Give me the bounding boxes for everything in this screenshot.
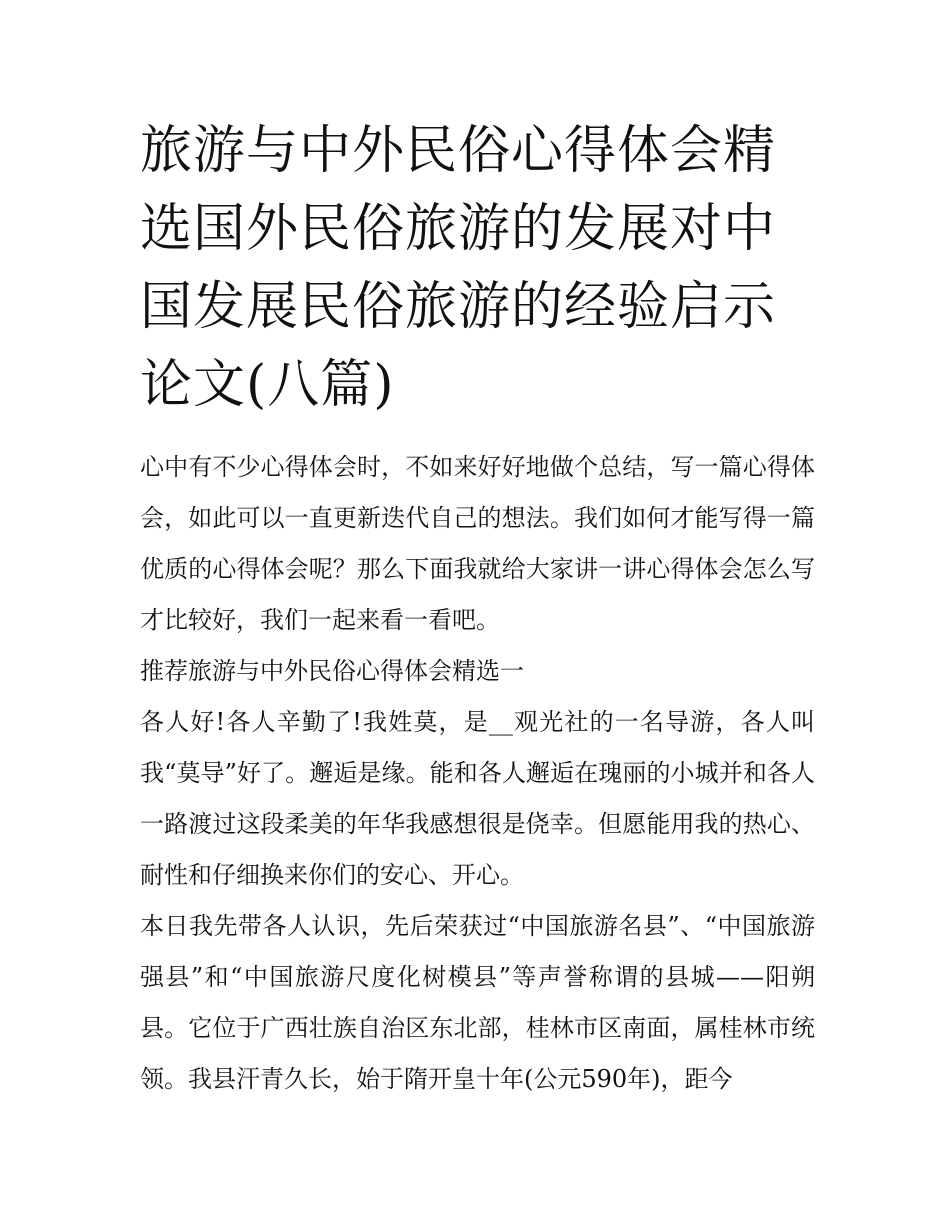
body-paragraph: 各人好!各人辛勤了!我姓莫，是__观光社的一名导游，各人叫我“莫导”好了。邂逅是缘。能和各人邂逅在瑰丽的小城并和各人一路渡过这段柔美的年华我感想很是侥幸。但愿能用我的热心、耐性和仔细换来你们的安心、开心。 [140, 708, 815, 889]
intro-paragraph: 心中有不少心得体会时，不如来好好地做个总结，写一篇心得体会，如此可以一直更新迭代自己的想法。我们如何才能写得一篇优质的心得体会呢？那么下面我就给大家讲一讲心得体会怎么写才比较好，我们一起来看一看吧。 [140, 453, 815, 634]
document-page [140, 112, 815, 1105]
body-paragraph: 本日我先带各人认识，先后荣获过“中国旅游名县”、“中国旅游强县”和“中国旅游尺度化树模县”等声誉称谓的县城——阳朔县。它位于广西壮族自治区东北部，桂林市区南面，属桂林市统领。我县汗青久长，始于隋开皇十年(公元590年)，距今 [140, 912, 815, 1093]
document-title: 旅游与中外民俗心得体会精选国外民俗旅游的发展对中国发展民俗旅游的经验启示论文(八篇) [140, 121, 777, 415]
section-heading: 推荐旅游与中外民俗心得体会精选一 [140, 657, 524, 685]
